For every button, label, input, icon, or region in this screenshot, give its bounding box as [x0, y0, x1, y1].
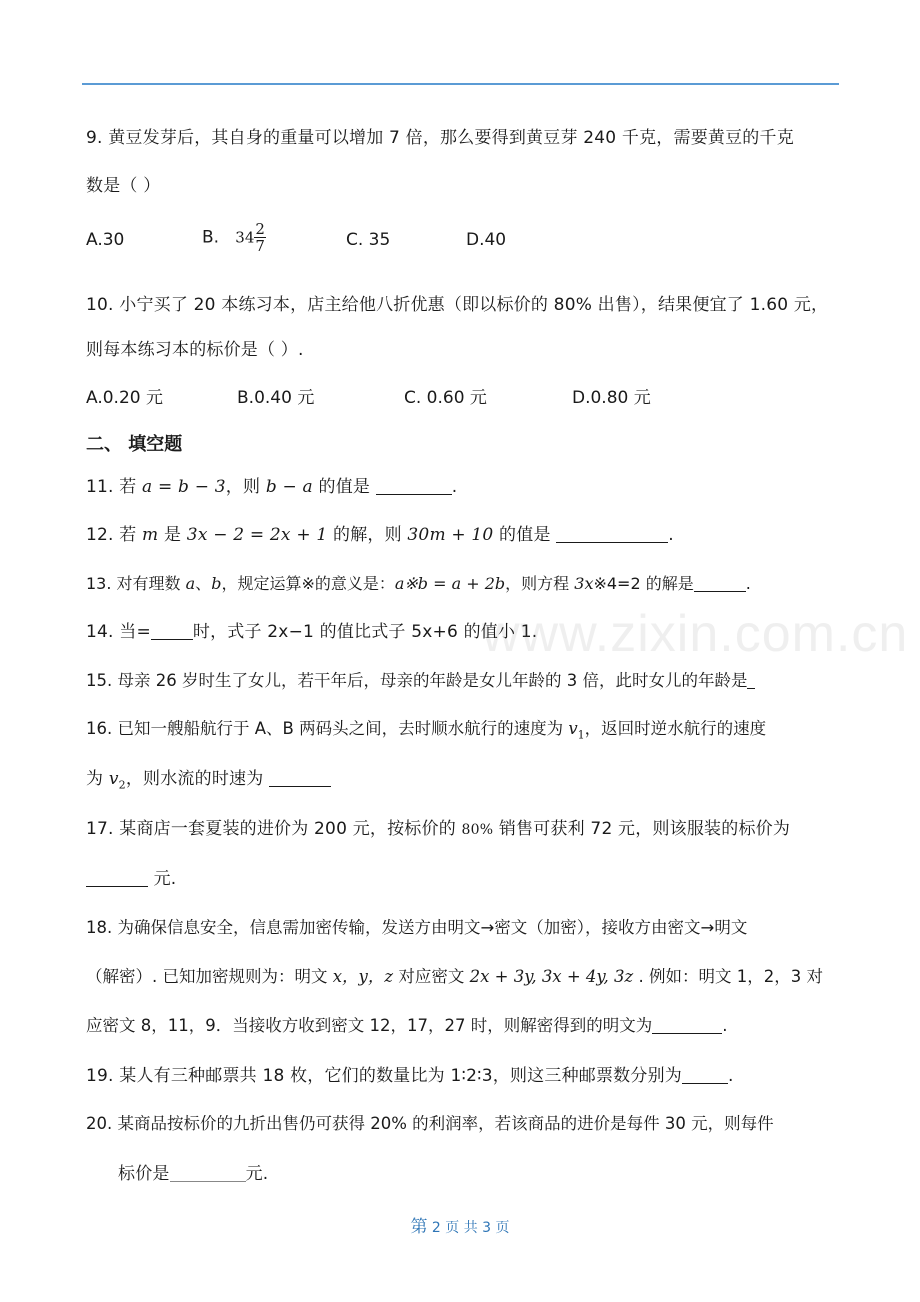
q16-subscript-2: 2 — [118, 778, 126, 792]
q11 — [86, 476, 457, 498]
q10-line2: 则每本练习本的标价是（ ）. — [86, 340, 304, 360]
footer-di: 第 — [410, 1217, 428, 1237]
q14-answer-blank[interactable] — [151, 623, 193, 640]
q9-option-c: C. 35 — [346, 230, 391, 250]
q18-line2-suffix: . 例如：明文 1，2，3 对 — [633, 967, 823, 986]
q9-option-a: A.30 — [86, 230, 125, 250]
q18-line1: 18. 为确保信息安全，信息需加密传输，发送方由明文→密文（加密），接收方由密文→明文 — [86, 918, 748, 937]
q13-math-definition: a※b = a + 2b — [394, 574, 506, 593]
footer-total-pages: 3 — [482, 1220, 492, 1236]
page-footer — [0, 1212, 920, 1237]
q12-suffix: 的值是 — [493, 525, 557, 545]
q11-prefix: 11. 若 — [86, 477, 143, 497]
q11-math-expression: b − a — [265, 477, 313, 497]
footer-page-number: 2 — [431, 1220, 441, 1236]
footer-middle: 页 共 — [445, 1220, 478, 1236]
q10-line1: 10. 小宁买了 20 本练习本，店主给他八折优惠（即以标价的 80% 出售），结果便宜了 1.60 元， — [86, 295, 829, 315]
q16-line1-prefix: 16. 已知一艘船航行于 A、B 两码头之间，去时顺水航行的速度为 — [86, 719, 569, 738]
q17-answer-blank[interactable] — [86, 870, 148, 887]
q18-math-vars: x，y，z — [332, 967, 394, 986]
q15 — [86, 670, 755, 692]
q9-option-d: D.40 — [466, 230, 507, 250]
q20-answer-blank[interactable] — [170, 1165, 246, 1182]
q12-middle1: 是 — [158, 525, 187, 545]
q17-percent: 80% — [461, 822, 494, 838]
q9-line2: 数是（ ） — [86, 176, 161, 196]
q18-end: . — [722, 1016, 728, 1035]
q17-line1 — [86, 818, 790, 841]
q16-line1-suffix: ，返回时逆水航行的速度 — [584, 719, 767, 738]
q12 — [86, 524, 674, 546]
q12-math-equation: 3x − 2 = 2x + 1 — [186, 525, 328, 545]
q18-line2-middle: 对应密文 — [393, 967, 470, 986]
q14-suffix: 时，式子 2x−1 的值比式子 5x+6 的值小 1. — [192, 622, 538, 642]
q14 — [86, 621, 537, 643]
q16-subscript-1: 1 — [577, 728, 585, 742]
q12-math-expression: 30m + 10 — [407, 525, 494, 545]
q11-math-equation: a = b − 3 — [142, 477, 226, 497]
q13-answer-blank[interactable] — [694, 575, 746, 592]
q18-line3-text: 应密文 8，11，9．当接收方收到密文 12，17，27 时，则解密得到的明文为 — [86, 1016, 653, 1035]
q16-line2-suffix: ，则水流的时速为 — [125, 769, 270, 789]
q19-end: . — [727, 1066, 734, 1086]
q15-answer-blank[interactable] — [747, 672, 755, 689]
q13-separator: 、 — [195, 574, 212, 593]
q10-option-a: A.0.20 元 — [86, 388, 163, 408]
q20-line2-suffix: 元. — [245, 1164, 269, 1184]
q13-math-b: b — [211, 574, 222, 593]
q10-option-d: D.0.80 元 — [572, 388, 651, 408]
q13 — [86, 573, 751, 595]
q17-unit: 元. — [148, 869, 177, 889]
q20-line2 — [118, 1163, 268, 1185]
q18-line2-prefix: （解密）. 已知加密规则为：明文 — [86, 967, 333, 986]
q9-option-b — [202, 221, 266, 254]
q16-line2-prefix: 为 — [86, 769, 109, 789]
q13-suffix: ※4=2 的解是 — [593, 574, 694, 593]
q10-option-b: B.0.40 元 — [237, 388, 315, 408]
q11-middle: ，则 — [225, 477, 266, 497]
q11-suffix: 的值是 — [312, 477, 376, 497]
q12-answer-blank[interactable] — [556, 526, 668, 543]
q20-line1: 20. 某商品按标价的九折出售仍可获得 20% 的利润率，若该商品的进价是每件 30 元，则每件 — [86, 1114, 774, 1133]
q16-line2 — [86, 768, 331, 796]
q12-end: . — [668, 525, 674, 545]
q10-option-c: C. 0.60 元 — [404, 388, 487, 408]
q11-answer-blank[interactable] — [376, 478, 452, 495]
q9-option-b-fraction — [254, 221, 266, 254]
q9-option-b-whole: 34 — [235, 228, 255, 247]
q13-math-a: a — [185, 574, 196, 593]
q17-suffix: 销售可获利 72 元，则该服装的标价为 — [493, 819, 791, 839]
header-rule — [82, 83, 839, 85]
q19-text: 19. 某人有三种邮票共 18 枚，它们的数量比为 1∶2∶3，则这三种邮票数分别为 — [86, 1066, 682, 1086]
q13-middle2: ，则方程 — [505, 574, 575, 593]
q16-math-v2: v — [108, 769, 119, 789]
q13-end: . — [745, 574, 751, 593]
q9-option-b-prefix: B. — [202, 227, 220, 248]
q18-math-cipher: 2x + 3y, 3x + 4y, 3z — [469, 967, 634, 986]
q19 — [86, 1065, 734, 1087]
q18-line3 — [86, 1015, 727, 1037]
q12-prefix: 12. 若 — [86, 525, 143, 545]
q17-prefix: 17. 某商店一套夏装的进价为 200 元，按标价的 — [86, 819, 462, 839]
q17-line2 — [86, 868, 176, 890]
q11-end: . — [451, 477, 458, 497]
q19-answer-blank[interactable] — [682, 1067, 728, 1084]
q13-middle1: ，规定运算※的意义是： — [221, 574, 395, 593]
q15-text: 15. 母亲 26 岁时生了女儿，若干年后，母亲的年龄是女儿年龄的 3 倍，此时女儿的年龄是 — [86, 671, 748, 690]
watermark-text: www.zixin.com.cn — [482, 605, 909, 663]
fraction-numerator: 2 — [255, 220, 265, 238]
q16-math-v: v — [568, 719, 578, 738]
q13-prefix: 13. 对有理数 — [86, 574, 186, 593]
q12-math-m: m — [142, 525, 159, 545]
footer-end: 页 — [495, 1220, 510, 1236]
q12-middle2: 的解，则 — [327, 525, 408, 545]
q13-math-3x: 3x — [574, 574, 594, 593]
section-title-fill-in: 二、 填空题 — [86, 434, 183, 455]
q18-answer-blank[interactable] — [652, 1017, 722, 1034]
q14-prefix: 14. 当= — [86, 622, 151, 642]
q18-line2 — [86, 966, 823, 988]
fraction-denominator: 7 — [255, 237, 265, 255]
q20-line2-prefix: 标价是 — [118, 1164, 170, 1184]
q16-line1 — [86, 718, 766, 746]
q16-answer-blank[interactable] — [269, 770, 331, 787]
q9-line1: 9. 黄豆发芽后，其自身的重量可以增加 7 倍，那么要得到黄豆芽 240 千克，需要黄豆的千克 — [86, 128, 794, 148]
